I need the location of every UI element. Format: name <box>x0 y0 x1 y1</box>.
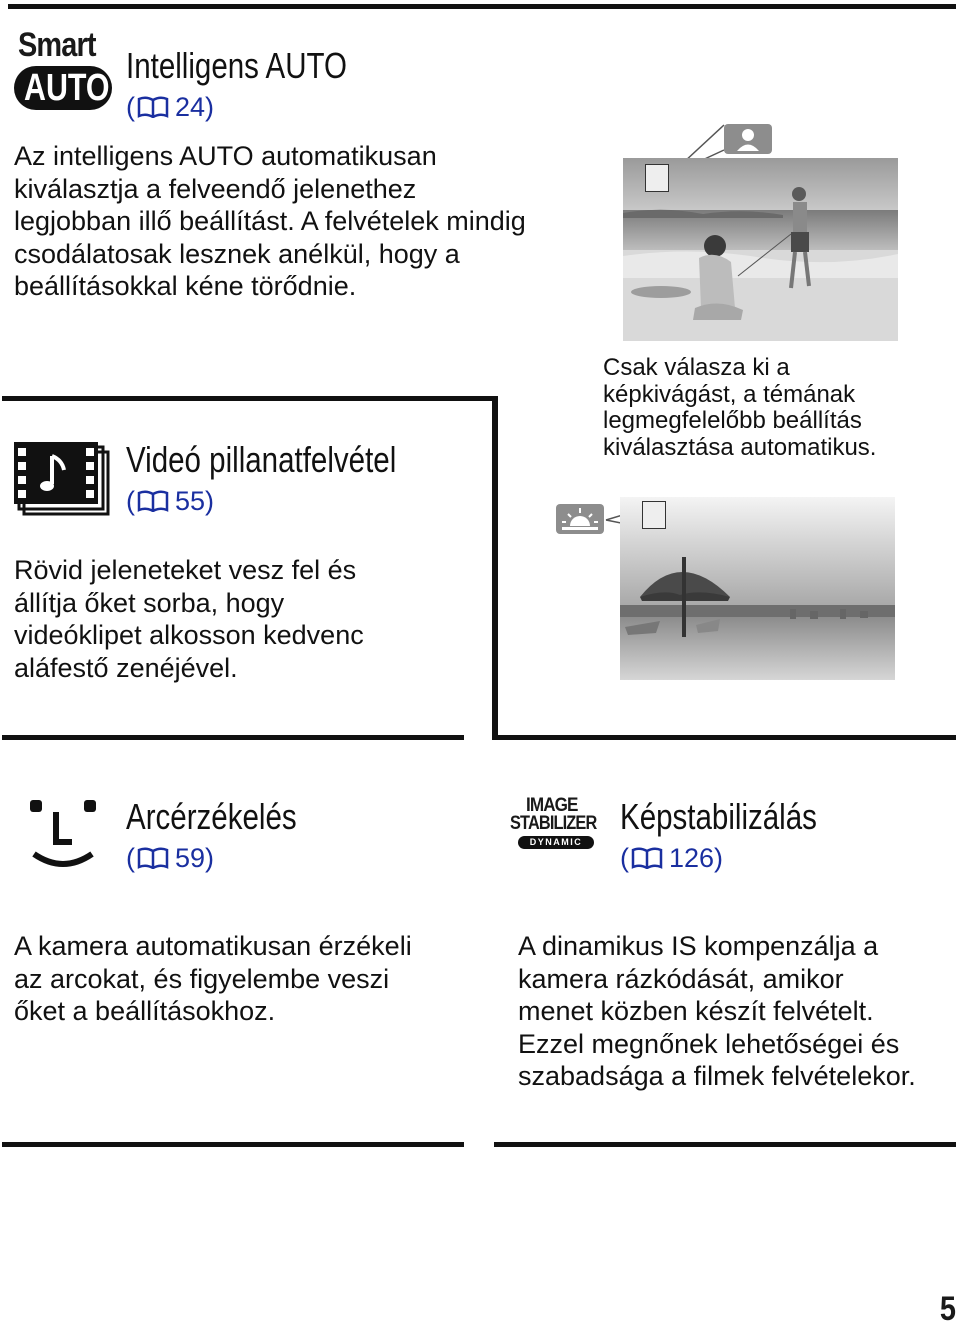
face-detection-page-ref[interactable]: ( 59) <box>126 843 215 873</box>
book-icon <box>137 96 169 118</box>
video-snapshot-body: Rövid jeleneteket vesz fel és állítja őket sorba, hogy videóklipet alkosson kedvenc aláfestő zenéjével. <box>14 555 364 683</box>
face-detection-body: A kamera automatikusan érzékeli az arcokat, és figyelembe veszi őket a beállításokhoz. <box>14 931 412 1026</box>
smart-auto-body: Az intelligens AUTO automatikusan kiválasztja a felveendő jelenethez legjobban illő beállítást. A felvételek mindig csodálatosak lesznek anélkül, hogy a beállításokkal kéne törődnie. <box>14 141 526 301</box>
sunset-mode-icon <box>556 504 604 534</box>
video-snapshot-title: Videó pillanatfelvétel <box>126 439 397 480</box>
image-stabilizer-icon-line3: DYNAMIC <box>518 836 594 849</box>
smart-auto-icon-bottom: AUTO <box>24 67 110 109</box>
smart-auto-title: Intelligens AUTO <box>126 45 347 86</box>
book-icon <box>137 490 169 512</box>
top-rule <box>8 4 956 9</box>
camera-mode-icon <box>642 501 666 529</box>
mid-rule-right <box>494 735 956 740</box>
bottom-rule-right <box>494 1142 956 1147</box>
video-frame-side <box>492 396 498 740</box>
bottom-rule-left <box>2 1142 464 1147</box>
image-stabilizer-icon-line1: IMAGE <box>526 795 578 816</box>
smart-auto-icon <box>14 26 114 112</box>
portrait-mode-icon <box>724 124 772 154</box>
video-snapshot-page-ref[interactable]: ( 55) <box>126 486 215 516</box>
book-icon <box>137 847 169 869</box>
video-frame-top <box>2 396 498 401</box>
image-stabilizer-body: A dinamikus IS kompenzálja a kamera rázkódását, amikor menet közben készít felvételt. Ezzel megnőnek lehetőségei és szabadsága a filmek felvételekor. <box>518 931 916 1091</box>
camera-mode-icon <box>645 164 669 192</box>
face-detection-icon <box>28 798 98 870</box>
smart-auto-caption: Csak válasza ki a képkivágást, a témának legmegfelelőbb beállítás kiválasztása automatikus. <box>603 354 877 461</box>
beach-umbrella-photo <box>620 497 895 680</box>
page-number: 5 <box>939 1290 956 1328</box>
mid-rule-left <box>2 735 464 740</box>
face-detection-title: Arcérzékelés <box>126 796 297 837</box>
smart-auto-page-ref[interactable]: ( 24) <box>126 92 215 122</box>
image-stabilizer-page-ref[interactable]: ( 126) <box>620 843 724 873</box>
beach-portrait-photo <box>623 158 898 341</box>
book-icon <box>631 847 663 869</box>
image-stabilizer-title: Képstabilizálás <box>620 796 817 837</box>
image-stabilizer-icon <box>510 796 602 852</box>
image-stabilizer-icon-line2: STABILIZER <box>510 813 597 834</box>
video-snapshot-icon <box>14 442 110 516</box>
smart-auto-icon-top: Smart <box>18 26 96 64</box>
